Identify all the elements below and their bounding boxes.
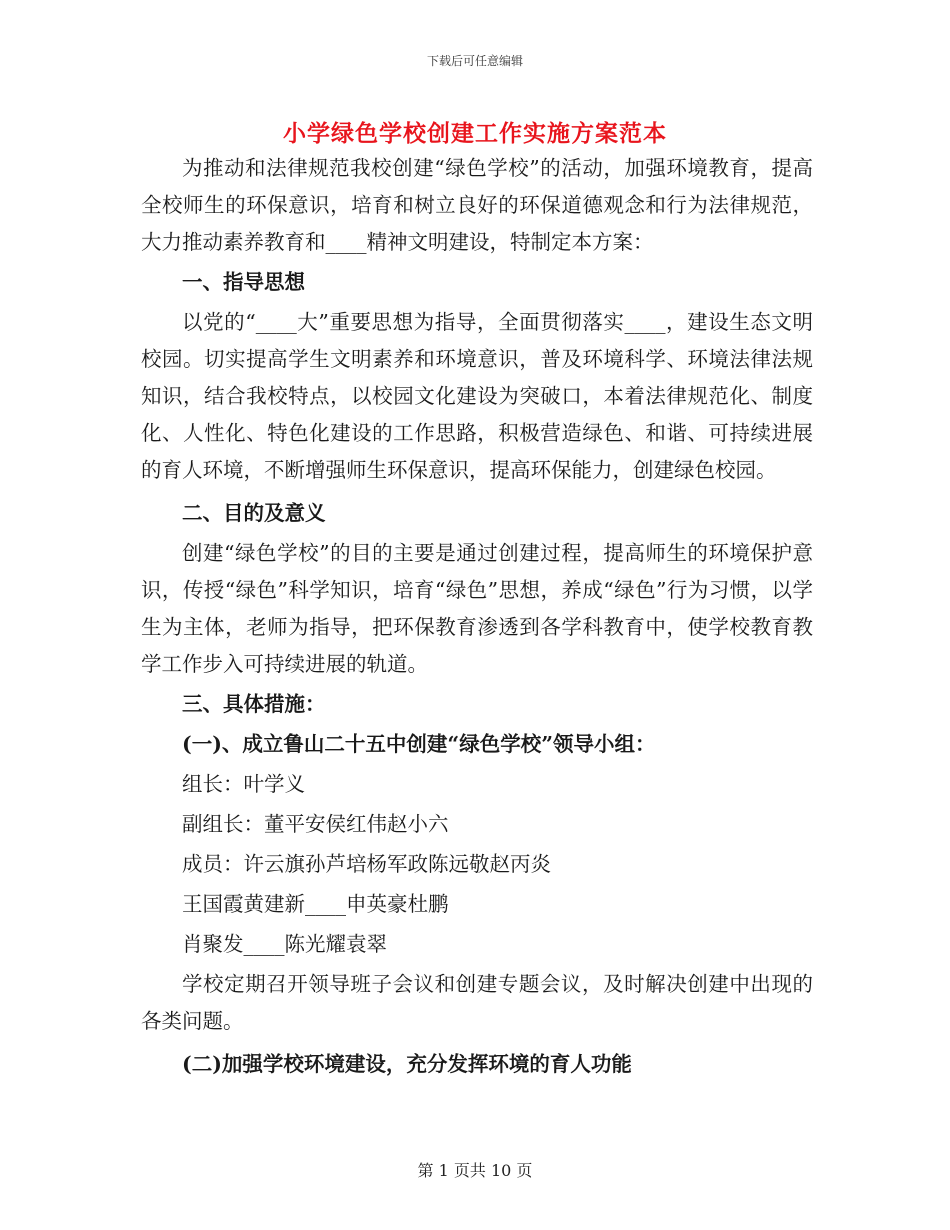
section-heading-measures: 三、具体措施： (182, 692, 326, 716)
purpose-paragraph: 创建“绿色学校”的目的主要是通过创建过程，提高师生的环境保护意识，传授“绿色”科学知识，培育“绿色”思想，养成“绿色”行为习惯，以学生为主体，老师为指导，把环保教育渗透到各学科教育中，使学校教育教学工作步入可持续进展的轨道。 (141, 541, 813, 676)
members-line-continued: 王国霞黄建新____申英豪杜鹏 (182, 892, 449, 916)
members-line-continued: 肖聚发____陈光耀袁翠 (182, 932, 387, 956)
guiding-ideology-paragraph: 以党的“____大”重要思想为指导，全面贯彻落实____，建设生态文明校园。切实提高学生文明素养和环境意识，普及环境科学、环境法律法规知识，结合我校特点，以校园文化建设为突破口，本着法律规范化、制度化、人性化、特色化建设的工作思路，积极营造绿色、和谐、可持续进展的育人环境，不断增强师生环保意识，提高环保能力，创建绿色校园。 (141, 310, 813, 482)
members-line: 成员：许云旗孙芦培杨军政陈远敬赵丙炎 (182, 852, 551, 876)
subsection-heading-leadership-group: (一)、成立鲁山二十五中创建“绿色学校”领导小组： (182, 732, 656, 756)
group-leader-line: 组长：叶学义 (182, 772, 305, 796)
meeting-paragraph: 学校定期召开领导班子会议和创建专题会议，及时解决创建中出现的各类问题。 (141, 972, 813, 1033)
document-title: 小学绿色学校创建工作实施方案范本 (283, 120, 667, 147)
deputy-leader-line: 副组长：董平安侯红伟赵小六 (182, 812, 449, 836)
subsection-heading-environment: (二)加强学校环境建设，充分发挥环境的育人功能 (182, 1052, 632, 1076)
section-heading-purpose: 二、目的及意义 (182, 501, 326, 525)
section-heading-guiding-ideology: 一、指导思想 (182, 270, 305, 294)
document-body (141, 150, 813, 1083)
page-number-footer: 第 1 页共 10 页 (417, 1161, 533, 1180)
page-header-note: 下载后可任意编辑 (426, 54, 523, 68)
intro-paragraph: 为推动和法律规范我校创建“绿色学校”的活动，加强环境教育，提高全校师生的环保意识，培育和树立良好的环保道德观念和行为法律规范，大力推动素养教育和____精神文明建设，特制定本方案： (141, 156, 813, 254)
